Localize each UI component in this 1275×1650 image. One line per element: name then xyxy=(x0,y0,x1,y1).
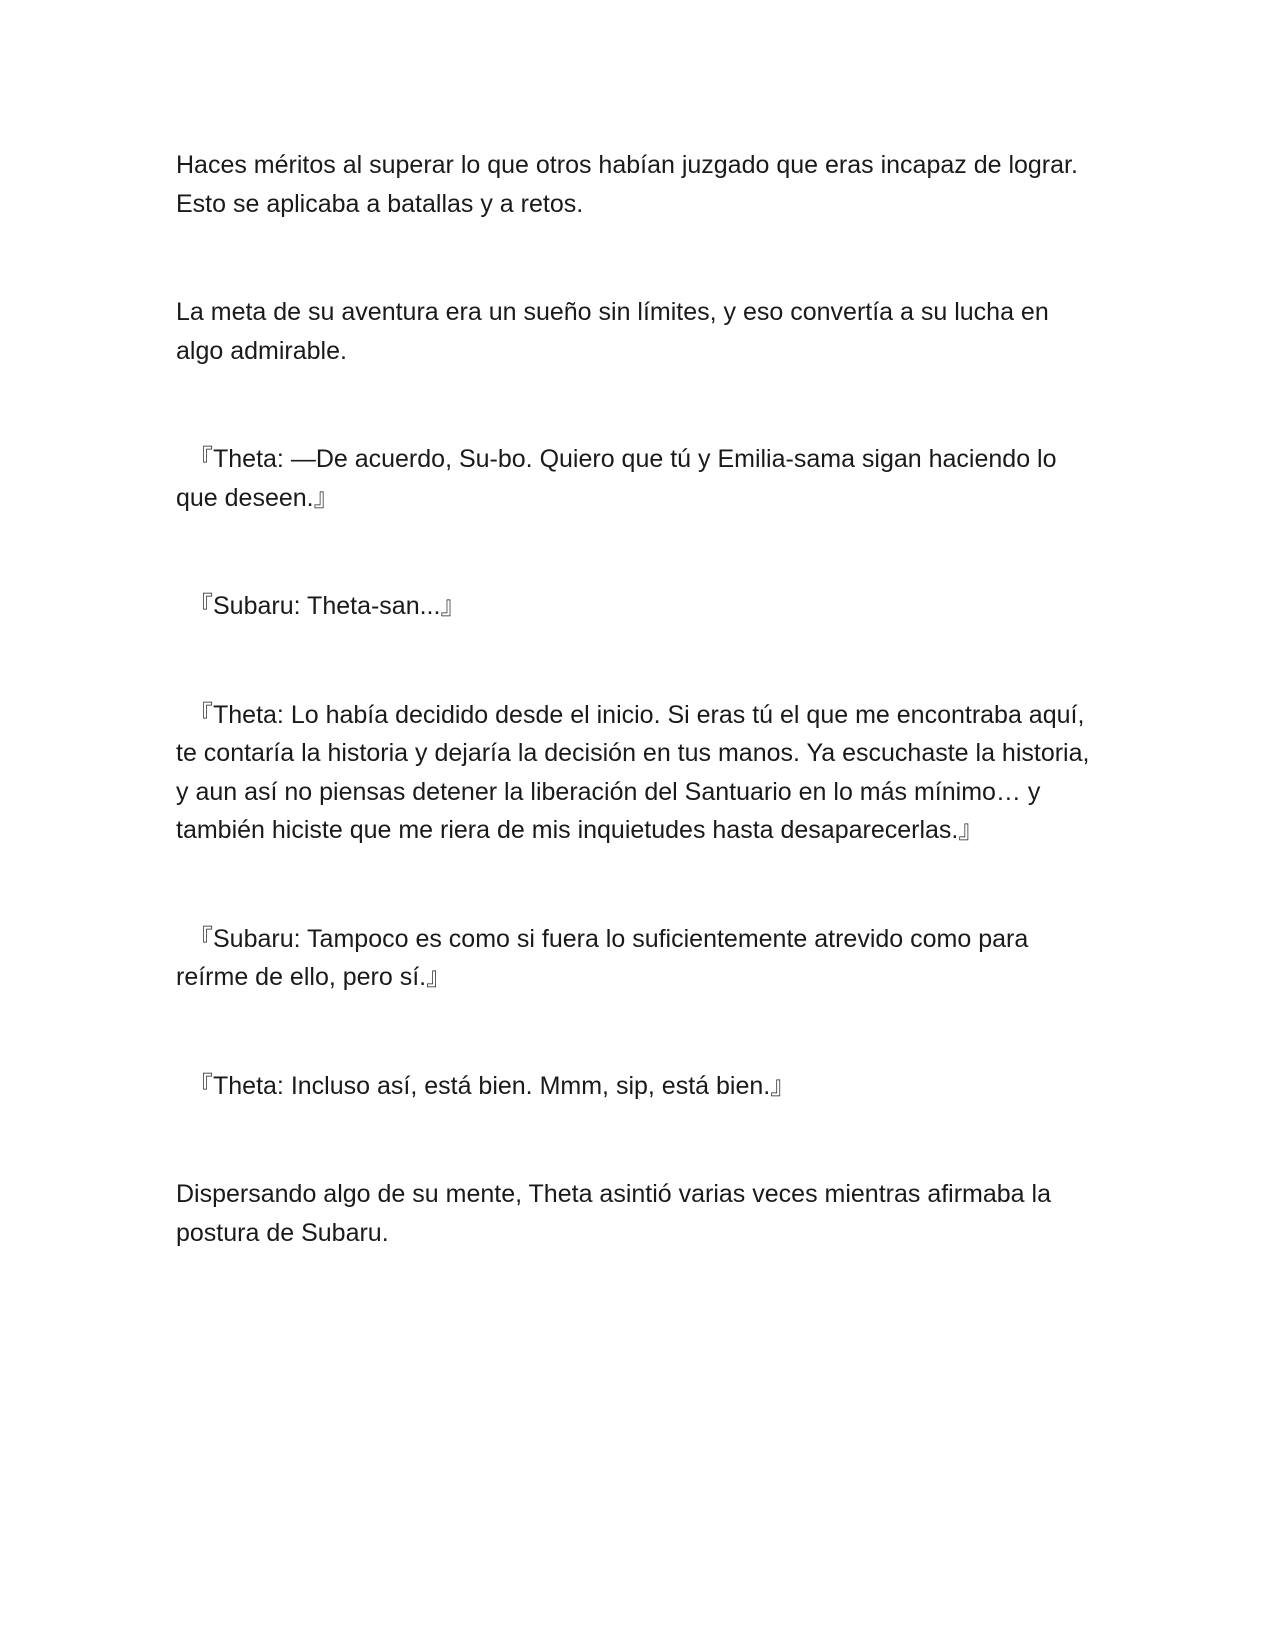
dialogue-paragraph: 『Theta: —De acuerdo, Su-bo. Quiero que tú y Emilia-sama sigan haciendo lo que deseen.』 xyxy=(176,445,1057,512)
narration-paragraph: La meta de su aventura era un sueño sin límites, y eso convertía a su lucha en algo admirable. xyxy=(176,298,1049,365)
dialogue-paragraph: 『Subaru: Tampoco es como si fuera lo suficientemente atrevido como para reírme de ello, pero sí.』 xyxy=(176,924,1029,991)
body-text xyxy=(176,146,1101,1322)
dialogue-paragraph: 『Subaru: Theta-san...』 xyxy=(188,592,466,620)
narration-paragraph: Haces méritos al superar lo que otros habían juzgado que eras incapaz de lograr. Esto se aplicaba a batallas y a retos. xyxy=(176,151,1078,218)
narration-paragraph: Dispersando algo de su mente, Theta asintió varias veces mientras afirmaba la postura de Subaru. xyxy=(176,1180,1051,1247)
dialogue-paragraph: 『Theta: Incluso así, está bien. Mmm, sip, está bien.』 xyxy=(188,1071,796,1100)
dialogue-paragraph: 『Theta: Lo había decidido desde el inicio. Si eras tú el que me encontraba aquí, te contaría la historia y dejaría la decisión en tus manos. Ya escuchaste la historia, y aun así no piensas detener la liberación del Santuario en lo más mínimo… y también hiciste que me riera de mis inquietudes hasta desaparecerlas.』 xyxy=(176,700,1090,844)
